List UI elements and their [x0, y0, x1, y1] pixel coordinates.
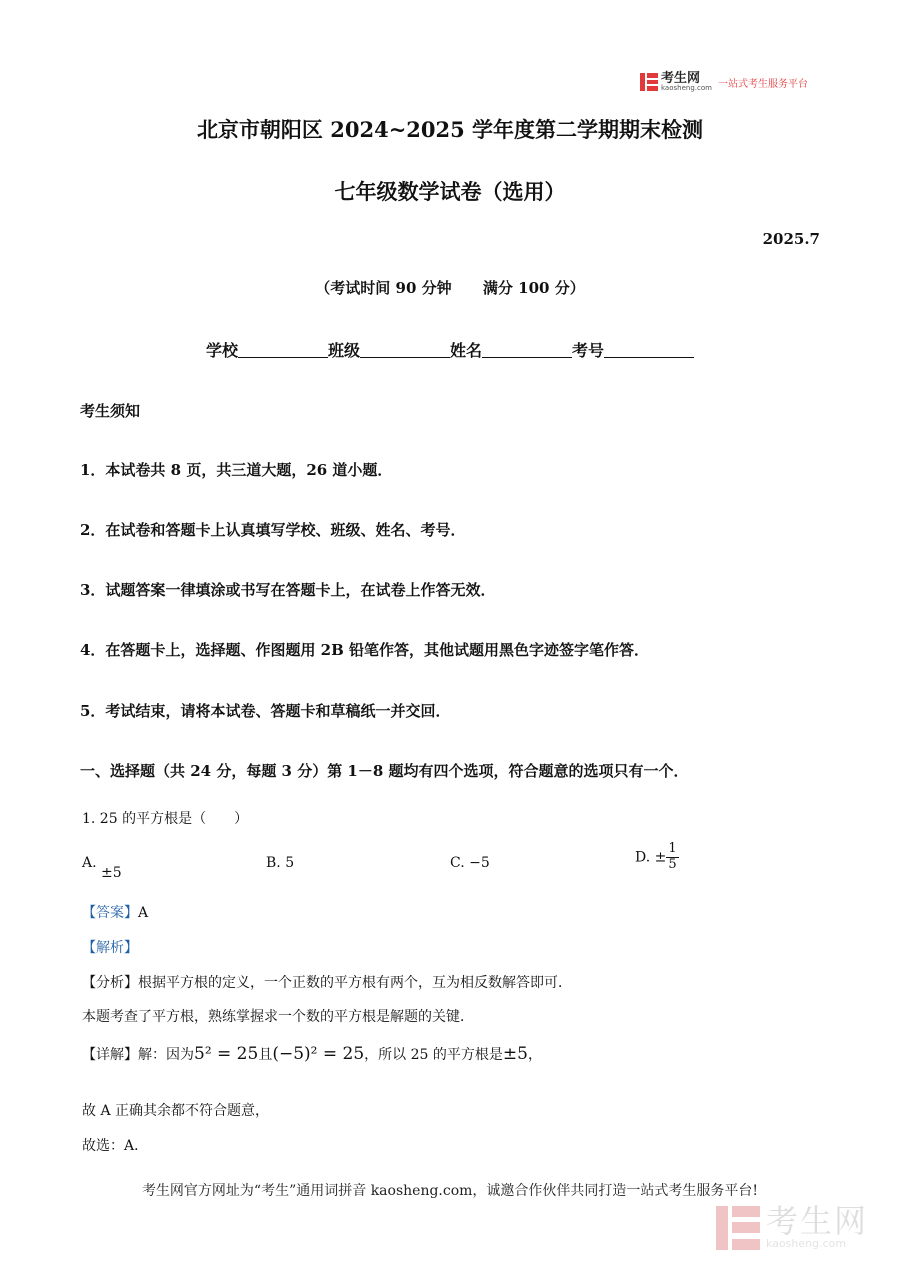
- option-d-label: D.: [635, 849, 651, 866]
- notice-item: 4．在答题卡上，选择题、作图题用 2B 铅笔作答，其他试题用黑色字迹签字笔作答．: [80, 641, 650, 659]
- field-label-school: 学校: [205, 341, 238, 360]
- field-blank-class: [360, 341, 450, 358]
- logo-domain: kaosheng.com: [661, 84, 712, 92]
- option-a-label: A.: [82, 855, 97, 871]
- watermark-domain: kaosheng.com: [766, 1237, 847, 1250]
- detail-mid: ，所以 25 的平方根是: [364, 1047, 503, 1063]
- notice-item: 2．在试卷和答题卡上认真填写学校、班级、姓名、考号．: [80, 521, 466, 539]
- field-label-name: 姓名: [450, 341, 483, 360]
- notice-item: 5．考试结束，请将本试卷、答题卡和草稿纸一并交回．: [80, 702, 451, 720]
- field-label-class: 班级: [327, 341, 360, 360]
- option-d-sign: ±: [654, 849, 667, 866]
- exam-date: 2025.7: [762, 230, 820, 248]
- header-logo: [640, 72, 808, 92]
- watermark-name: 考生网: [766, 1202, 869, 1240]
- detail-line: [82, 1044, 542, 1064]
- kaosheng-watermark-icon: [716, 1206, 760, 1250]
- option-b-label: B.: [266, 855, 281, 871]
- logo-slogan: 一站式考生服务平台: [717, 78, 808, 90]
- option-d: [635, 842, 679, 873]
- fraction-numerator: 1: [668, 841, 677, 856]
- detail-eq1: 5² = 25: [194, 1044, 259, 1064]
- option-d-fraction: [666, 842, 678, 873]
- notice-heading: 考生须知: [80, 402, 141, 420]
- field-blank-name: [482, 341, 572, 358]
- answer-label: 【答案】: [82, 905, 138, 921]
- option-a-value: ±5: [101, 865, 122, 881]
- detail-result: ±5: [502, 1044, 528, 1064]
- fraction-denominator: 5: [668, 856, 677, 872]
- analysis-line: 本题考查了平方根，熟练掌握求一个数的平方根是解题的关键．: [82, 1009, 474, 1025]
- detail-conj: 且: [258, 1047, 273, 1063]
- conclusion-line: 故 A 正确其余都不符合题意，: [82, 1103, 270, 1119]
- exam-info: [0, 277, 900, 298]
- analysis-label: 【解析】: [82, 940, 138, 956]
- kaosheng-logo-icon: [640, 73, 658, 91]
- student-info-fields: [0, 338, 900, 361]
- exam-info-text: （考试时间 90 分钟 满分 100 分）: [315, 279, 585, 297]
- page-title: 北京市朝阳区 2024~2025 学年度第二学期期末检测: [196, 117, 704, 142]
- answer-value: A: [138, 905, 149, 921]
- option-b-value: 5: [285, 855, 295, 871]
- field-label-id: 考号: [572, 341, 605, 360]
- option-c-label: C.: [450, 855, 465, 871]
- option-c-value: −5: [469, 855, 490, 871]
- logo-name: 考生网: [661, 71, 701, 86]
- option-b: [266, 855, 294, 871]
- choice-line: 故选：A．: [82, 1138, 149, 1154]
- notice-item: 1．本试卷共 8 页，共三道大题，26 道小题．: [80, 461, 393, 479]
- notice-item: 3．试题答案一律填涂或书写在答题卡上，在试卷上作答无效．: [80, 581, 496, 599]
- detail-prefix: 【详解】解：因为: [82, 1047, 194, 1063]
- answer-line: [82, 902, 148, 922]
- field-blank-id: [604, 341, 694, 358]
- detail-end: ，: [527, 1047, 542, 1063]
- watermark: [716, 1202, 869, 1250]
- footer-text: 考生网官方网址为“考生”通用词拼音 kaosheng.com，诚邀合作伙伴共同打造一站式考生服务平台!: [141, 1183, 759, 1199]
- page-subtitle: 七年级数学试卷（选用）: [334, 179, 566, 204]
- option-c: [450, 855, 490, 871]
- section-heading: 一、选择题（共 24 分，每题 3 分）第 1－8 题均有四个选项，符合题意的选项只有一个．: [80, 762, 689, 780]
- analysis-line: 【分析】根据平方根的定义，一个正数的平方根有两个，互为相反数解答即可．: [82, 975, 572, 991]
- option-a: [82, 855, 122, 881]
- question-stem: 1. 25 的平方根是（ ）: [82, 811, 249, 827]
- detail-eq2: (−5)² = 25: [272, 1044, 365, 1064]
- field-blank-school: [238, 341, 328, 358]
